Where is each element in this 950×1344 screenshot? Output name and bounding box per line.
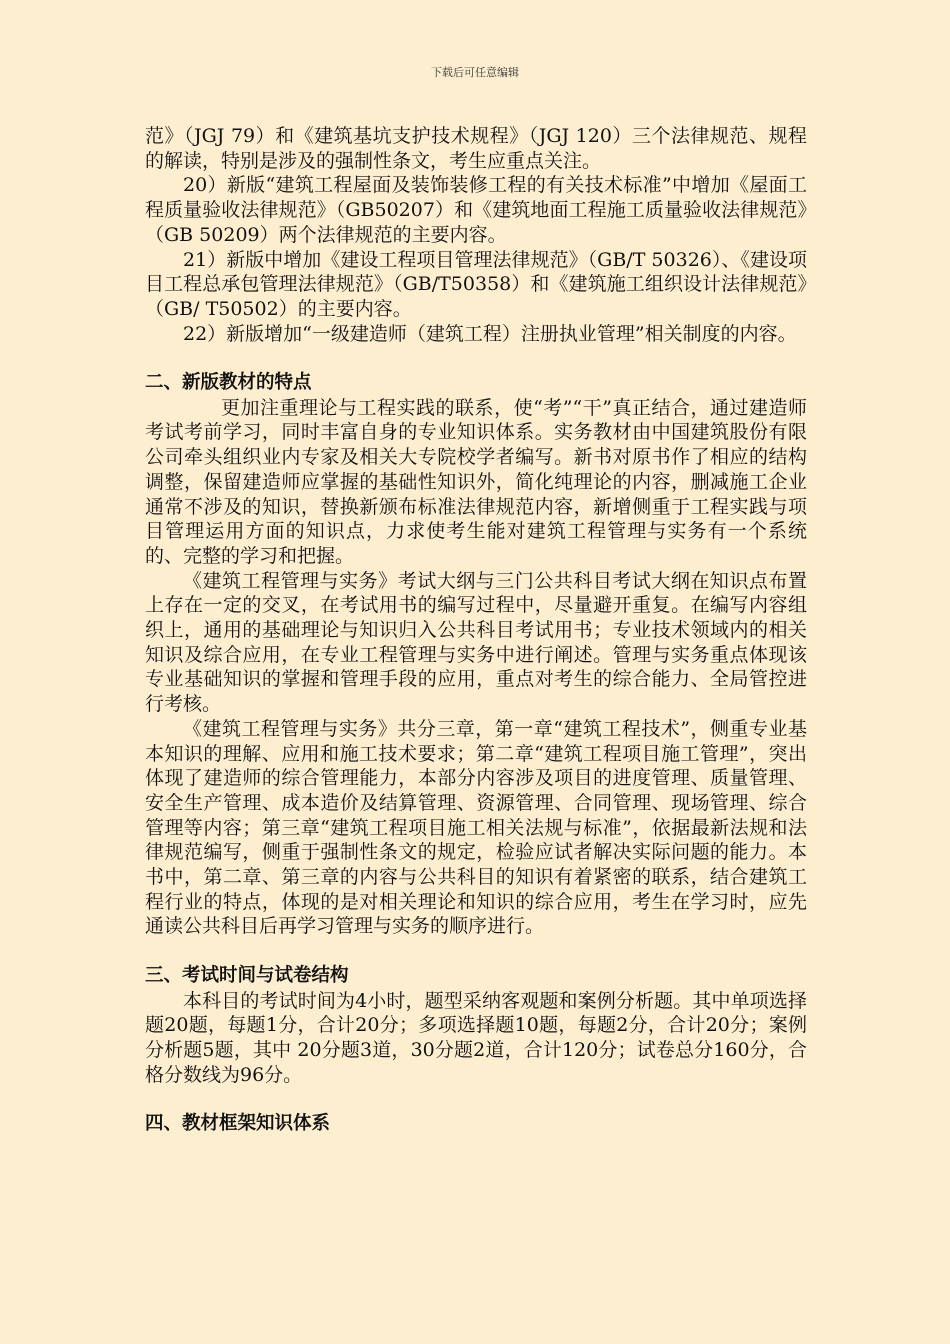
section-heading: 三、考试时间与试卷结构 [145, 964, 349, 986]
paragraph: 本科目的考试时间为4小时，题型采纳客观题和案例分析题。其中单项选择题20题，每题1分，合计20分；多项选择题10题，每题2分，合计20分；案例分析题5题，其中 20分题3道，30分题2道，合计120分；试卷总分160分，合格分数线为96分。 [145, 989, 807, 1086]
paragraph: 《建筑工程管理与实务》考试大纲与三门公共科目考试大纲在知识点布置上存在一定的交叉，在考试用书的编写过程中，尽量避开重复。在编写内容组织上，通用的基础理论与知识归入公共科目考试用书；专业技术领域内的相关知识及综合应用，在专业工程管理与实务中进行阐述。管理与实务重点体现该专业基础知识的掌握和管理手段的应用，重点对考生的综合能力、全局管控进行考核。 [145, 569, 807, 716]
section-heading: 四、教材框架知识体系 [145, 1113, 331, 1135]
paragraph: 22）新版增加“一级建造师（建筑工程）注册执业管理”相关制度的内容。 [183, 322, 797, 345]
paragraph: 20）新版“建筑工程屋面及装饰装修工程的有关技术标准”中增加《屋面工程质量验收法律规范》（GB50207）和《建筑地面工程施工质量验收法律规范》（GB 50209）两个法律规范的主要内容。 [145, 174, 807, 246]
page-header: 下载后可任意编辑 [431, 66, 519, 79]
paragraph: 范》（JGJ 79）和《建筑基坑支护技术规程》（JGJ 120）三个法律规范、规程的解读，特别是涉及的强制性条文，考生应重点关注。 [145, 125, 807, 172]
paragraph: 更加注重理论与工程实践的联系，使“考”“干”真正结合，通过建造师考试考前学习，同时丰富自身的专业知识体系。实务教材由中国建筑股份有限公司牵头组织业内专家及相关大专院校学者编写。新书对原书作了相应的结构调整，保留建造师应掌握的基础性知识外，简化纯理论的内容，删减施工企业通常不涉及的知识，替换新颁布标准法律规范内容，新增侧重于工程实践与项目管理运用方面的知识点，力求使考生能对建筑工程管理与实务有一个系统的、完整的学习和把握。 [145, 396, 807, 567]
section-heading: 二、新版教材的特点 [145, 372, 312, 394]
spacer [145, 1087, 807, 1112]
spacer [145, 939, 807, 964]
spacer [145, 346, 807, 371]
paragraph: 《建筑工程管理与实务》共分三章，第一章“建筑工程技术”，侧重专业基本知识的理解、应用和施工技术要求；第二章“建筑工程项目施工管理”，突出体现了建造师的综合管理能力，本部分内容涉及项目的进度管理、质量管理、安全生产管理、成本造价及结算管理、资源管理、合同管理、现场管理、综合管理等内容；第三章“建筑工程项目施工相关法规与标准”，依据最新法规和法律规范编写，侧重于强制性条文的规定，检验应试者解决实际问题的能力。本书中，第二章、第三章的内容与公共科目的知识有着紧密的联系，结合建筑工程行业的特点，体现的是对相关理论和知识的综合应用，考生在学习时，应先通读公共科目后再学习管理与实务的顺序进行。 [145, 717, 807, 938]
paragraph: 21）新版中增加《建设工程项目管理法律规范》（GB/T 50326）、《建设项目工程总承包管理法律规范》（GB/T50358）和《建筑施工组织设计法律规范》（GB/ T50502）的主要内容。 [145, 248, 807, 320]
document-body [145, 124, 807, 1137]
